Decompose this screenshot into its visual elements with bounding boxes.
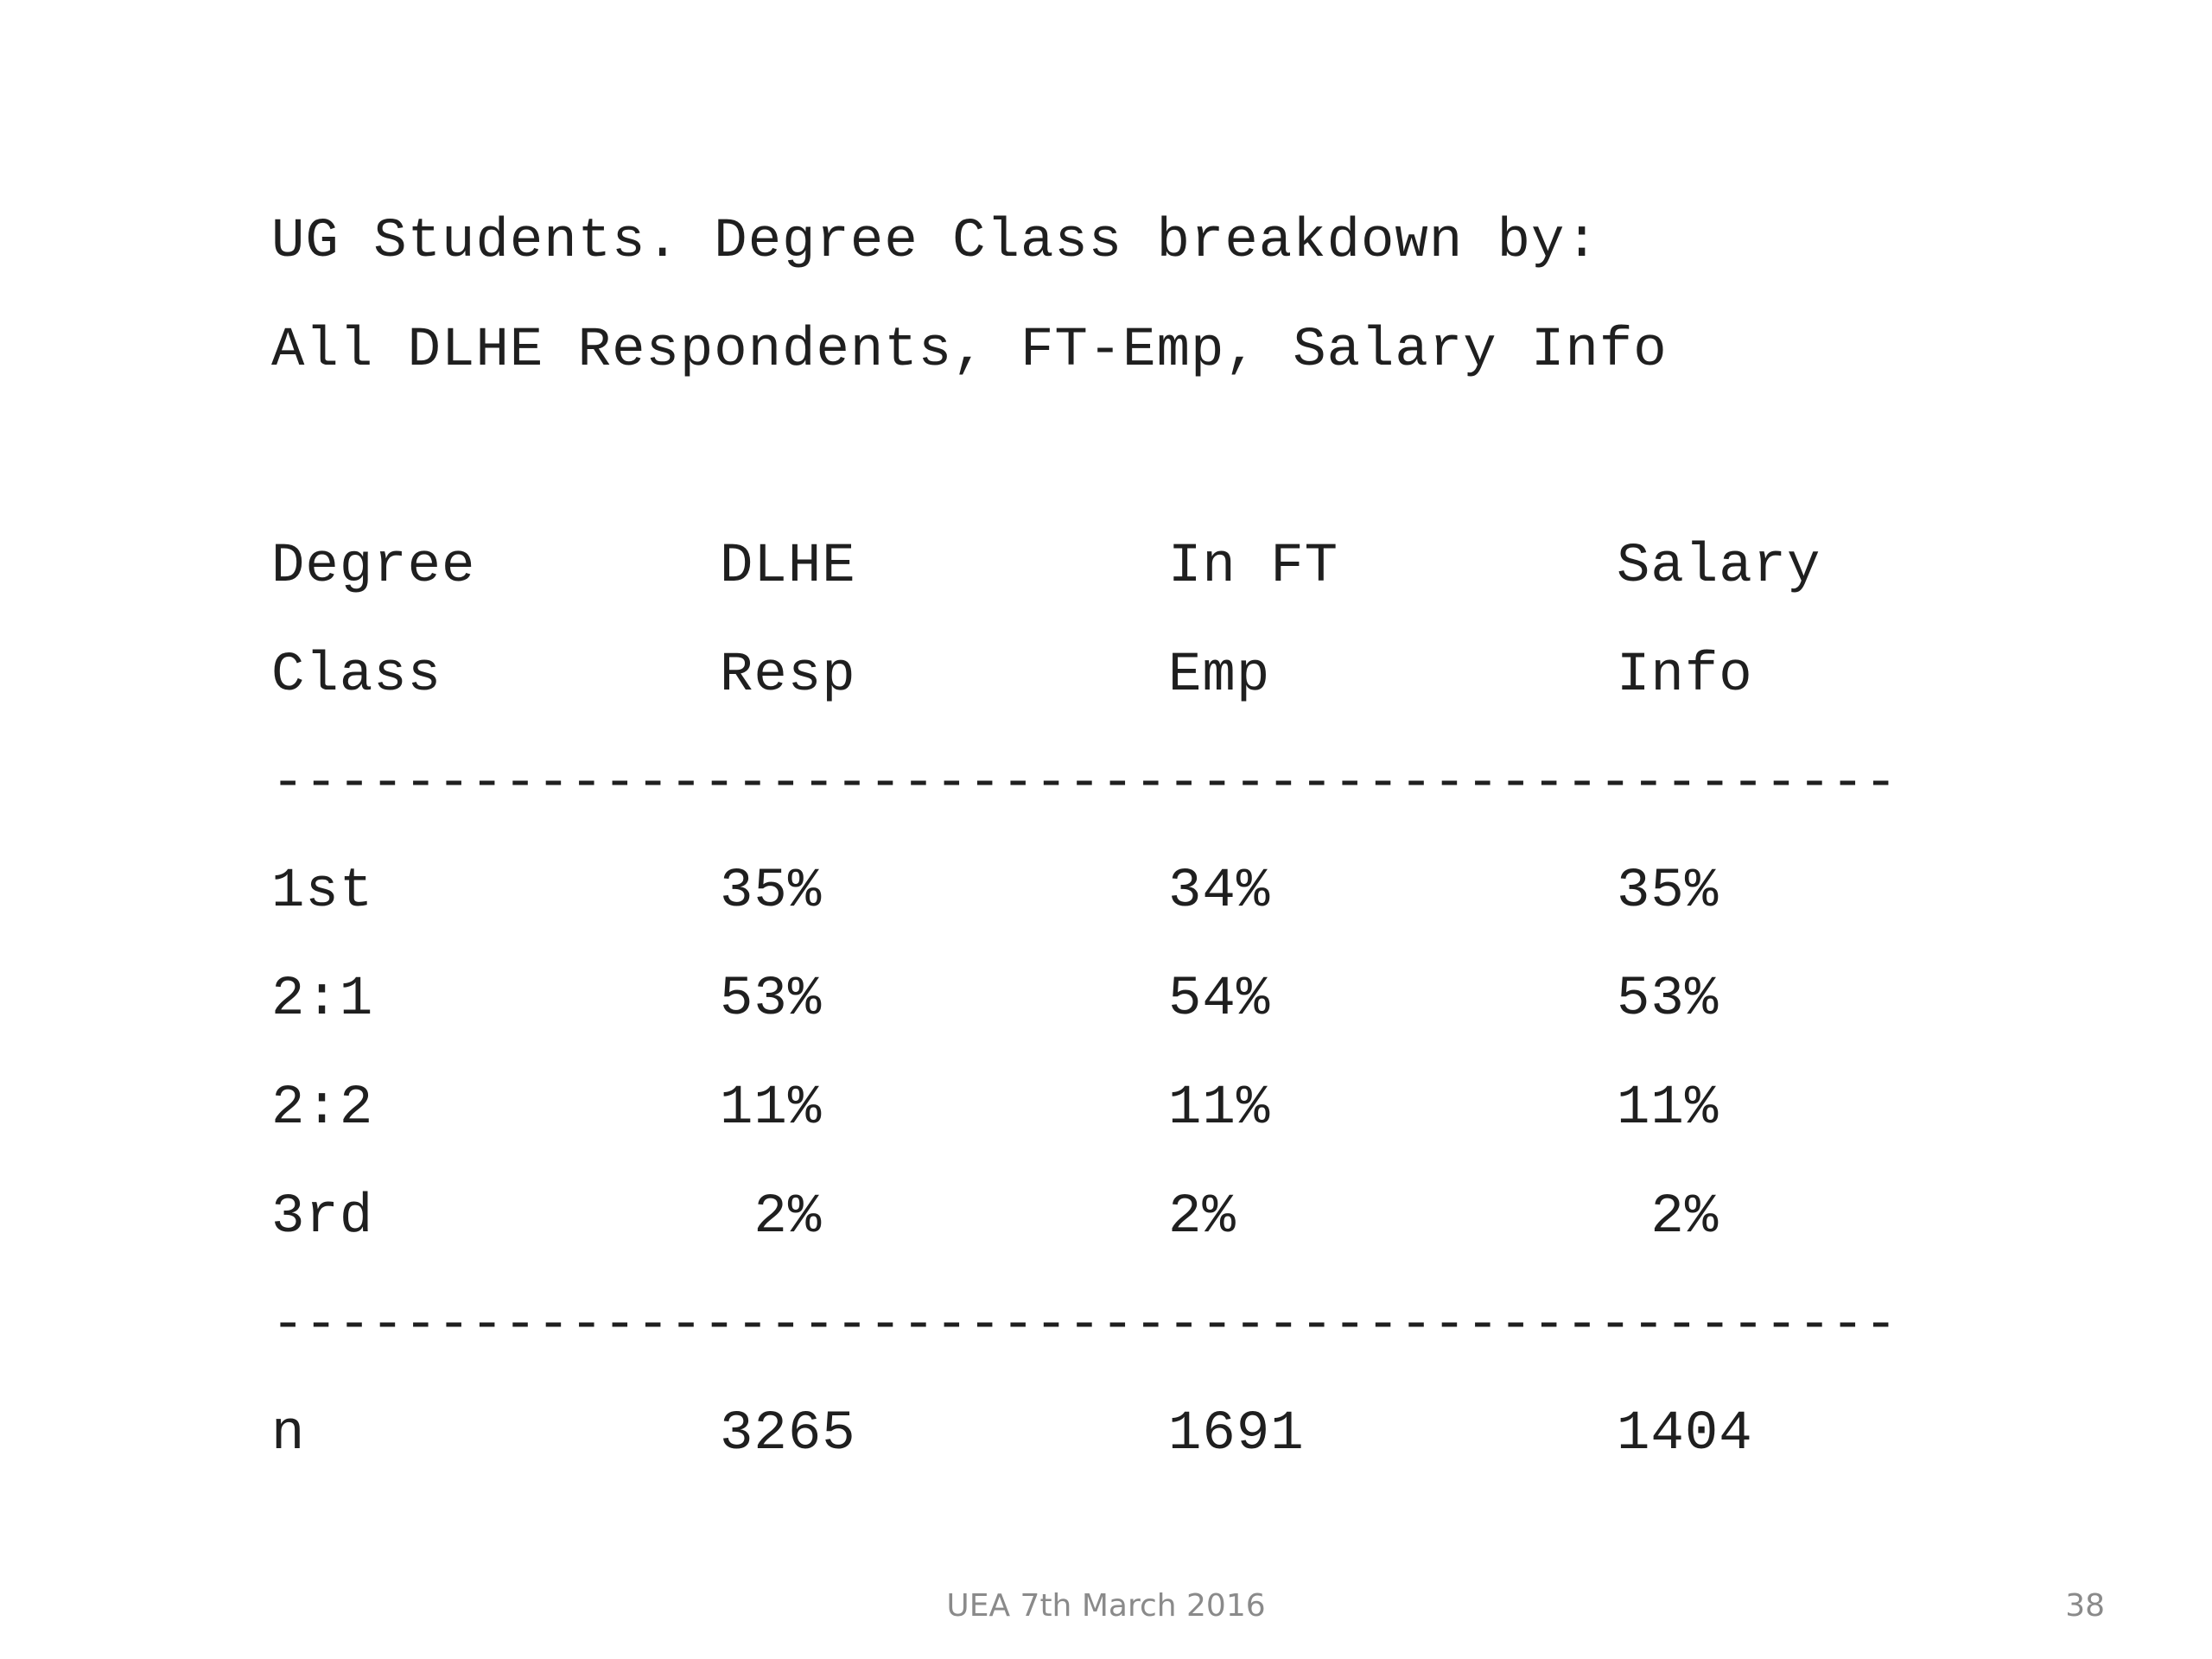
header-class: Class [271, 645, 442, 707]
table-cell: 2% [1617, 1186, 1719, 1249]
table-cell: 35% [1617, 861, 1719, 923]
header-resp: Resp [720, 645, 856, 707]
slide-title-line-1: UG Students. Degree Class breakdown by: [271, 211, 1599, 273]
n-in-ft-emp: 1691 [1168, 1403, 1305, 1465]
header-degree: Degree [271, 536, 476, 598]
row-label: 3rd [271, 1186, 374, 1249]
table-cell: 53% [1617, 969, 1719, 1031]
n-label: n [271, 1403, 306, 1465]
table-cell: 2% [720, 1186, 823, 1249]
header-in-ft: In FT [1168, 536, 1339, 598]
n-salary-info: 1404 [1617, 1403, 1753, 1465]
table-cell: 53% [720, 969, 823, 1031]
row-label: 1st [271, 861, 374, 923]
n-dlhe-resp: 3265 [720, 1403, 856, 1465]
table-cell: 34% [1168, 861, 1271, 923]
header-emp: Emp [1168, 645, 1271, 707]
header-info: Info [1617, 645, 1753, 707]
table-cell: 11% [1617, 1077, 1719, 1140]
header-dlhe: DLHE [720, 536, 856, 598]
table-cell: 54% [1168, 969, 1271, 1031]
table-rule-bottom: ------------------------------------------------- [271, 1294, 1897, 1357]
slide-number: 38 [2065, 1588, 2105, 1624]
table-cell: 2% [1168, 1186, 1236, 1249]
table-cell: 35% [720, 861, 823, 923]
table-cell: 11% [720, 1077, 823, 1140]
slide-footer: UEA 7th March 2016 [946, 1588, 1266, 1624]
row-label: 2:1 [271, 969, 374, 1031]
table-rule-top: ------------------------------------------------- [271, 753, 1897, 815]
row-label: 2:2 [271, 1077, 374, 1140]
slide-title-line-2: All DLHE Respondents, FT-Emp, Salary Info [271, 320, 1668, 382]
header-salary: Salary [1617, 536, 1821, 598]
table-cell: 11% [1168, 1077, 1271, 1140]
